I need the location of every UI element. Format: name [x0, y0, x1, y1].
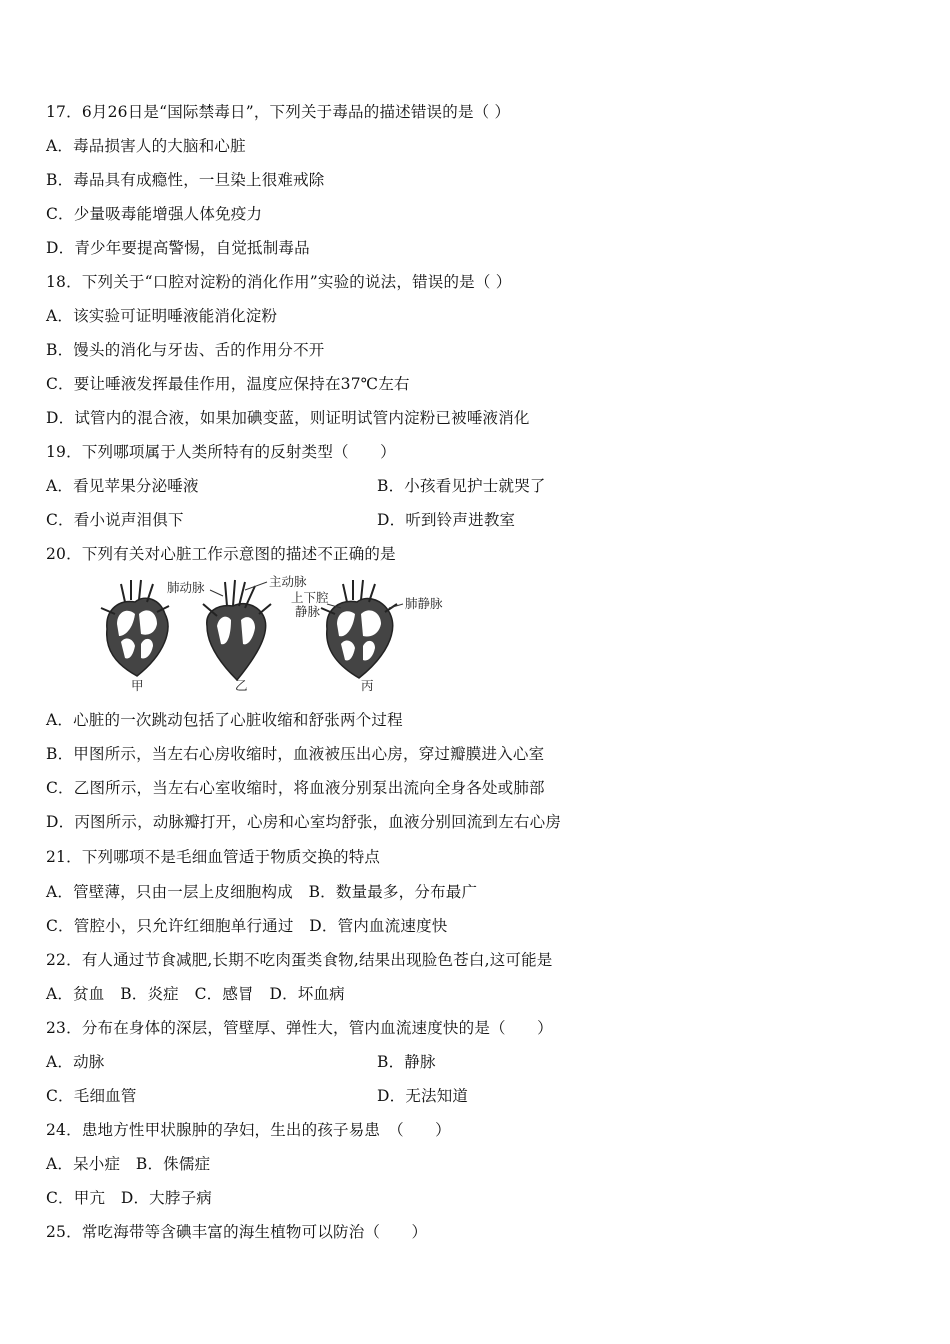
q25-stem: 25．常吃海带等含碘丰富的海生植物可以防治（ ）: [46, 1223, 428, 1241]
q21-options-ab: A．管壁薄，只由一层上皮细胞构成 B．数量最多，分布最广: [46, 883, 478, 901]
q18-option-a: A．该实验可证明唾液能消化淀粉: [46, 307, 278, 325]
heart-yi: [203, 580, 271, 680]
q23-option-c: C．毛细血管: [46, 1087, 137, 1105]
q23-option-a: A．动脉: [46, 1053, 105, 1071]
label-vena-cava-1: 上下腔: [291, 590, 329, 605]
q19-option-b: B．小孩看见护士就哭了: [377, 477, 546, 495]
q21-options-cd: C．管腔小，只允许红细胞单行通过 D．管内血流速度快: [46, 917, 448, 935]
label-yi: 乙: [235, 678, 248, 693]
q20-option-b: B．甲图所示，当左右心房收缩时，血液被压出心房，穿过瓣膜进入心室: [46, 745, 545, 763]
q23-row-ab: [46, 1050, 906, 1074]
q17-stem: 17．6月26日是“国际禁毒日”，下列关于毒品的描述错误的是（ ）: [46, 103, 511, 121]
q24-options-ab: A．呆小症 B．侏儒症: [46, 1155, 211, 1173]
q20-option-a: A．心脏的一次跳动包括了心脏收缩和舒张两个过程: [46, 711, 403, 729]
q21-stem: 21．下列哪项不是毛细血管适于物质交换的特点: [46, 848, 381, 866]
q23-stem: 23．分布在身体的深层，管壁厚、弹性大，管内血流速度快的是（ ）: [46, 1019, 553, 1037]
label-jia: 甲: [131, 678, 144, 693]
q18-option-b: B．馒头的消化与牙齿、舌的作用分不开: [46, 341, 325, 359]
q19-row-cd: [46, 508, 906, 532]
q20-option-c: C．乙图所示，当左右心室收缩时，将血液分别泵出流向全身各处或肺部: [46, 779, 545, 797]
q24-stem: 24．患地方性甲状腺肿的孕妇，生出的孩子易患 （ ）: [46, 1121, 451, 1139]
q24-options-cd: C．甲亢 D．大脖子病: [46, 1189, 212, 1207]
q19-row-ab: [46, 474, 906, 498]
label-vena-cava-2: 静脉: [295, 604, 321, 619]
q22-stem: 22．有人通过节食减肥,长期不吃肉蛋类食物,结果出现脸色苍白,这可能是: [46, 951, 553, 969]
q20-option-d: D．丙图所示，动脉瓣打开，心房和心室均舒张，血液分别回流到左右心房: [46, 813, 562, 831]
label-bing: 丙: [361, 678, 374, 693]
q23-option-d: D．无法知道: [377, 1087, 469, 1105]
q17-option-c: C．少量吸毒能增强人体免疫力: [46, 205, 263, 223]
q17-option-d: D．青少年要提高警惕，自觉抵制毒品: [46, 239, 310, 257]
q19-option-c: C．看小说声泪俱下: [46, 511, 184, 529]
heart-diagram: [95, 574, 460, 694]
q19-option-d: D．听到铃声进教室: [377, 511, 516, 529]
q18-option-c: C．要让唾液发挥最佳作用，温度应保持在37℃左右: [46, 375, 410, 393]
label-pulmonary-vein: 肺静脉: [405, 596, 443, 611]
q17-option-a: A．毒品损害人的大脑和心脏: [46, 137, 246, 155]
q18-option-d: D．试管内的混合液，如果加碘变蓝，则证明试管内淀粉已被唾液消化: [46, 409, 530, 427]
heart-diagram-svg: [95, 574, 460, 694]
label-aorta: 主动脉: [269, 574, 307, 589]
label-pulmonary-artery: 肺动脉: [167, 580, 205, 595]
q19-stem: 19．下列哪项属于人类所特有的反射类型（ ）: [46, 443, 396, 461]
q23-row-cd: [46, 1084, 906, 1108]
q17-option-b: B．毒品具有成瘾性，一旦染上很难戒除: [46, 171, 325, 189]
q22-options: A．贫血 B．炎症 C．感冒 D．坏血病: [46, 985, 345, 1003]
q19-option-a: A．看见苹果分泌唾液: [46, 477, 199, 495]
q20-stem: 20．下列有关对心脏工作示意图的描述不正确的是: [46, 545, 396, 563]
q18-stem: 18．下列关于“口腔对淀粉的消化作用”实验的说法，错误的是（ ）: [46, 273, 512, 291]
heart-bing: [321, 580, 397, 678]
heart-jia: [101, 580, 169, 676]
q23-option-b: B．静脉: [377, 1053, 436, 1071]
